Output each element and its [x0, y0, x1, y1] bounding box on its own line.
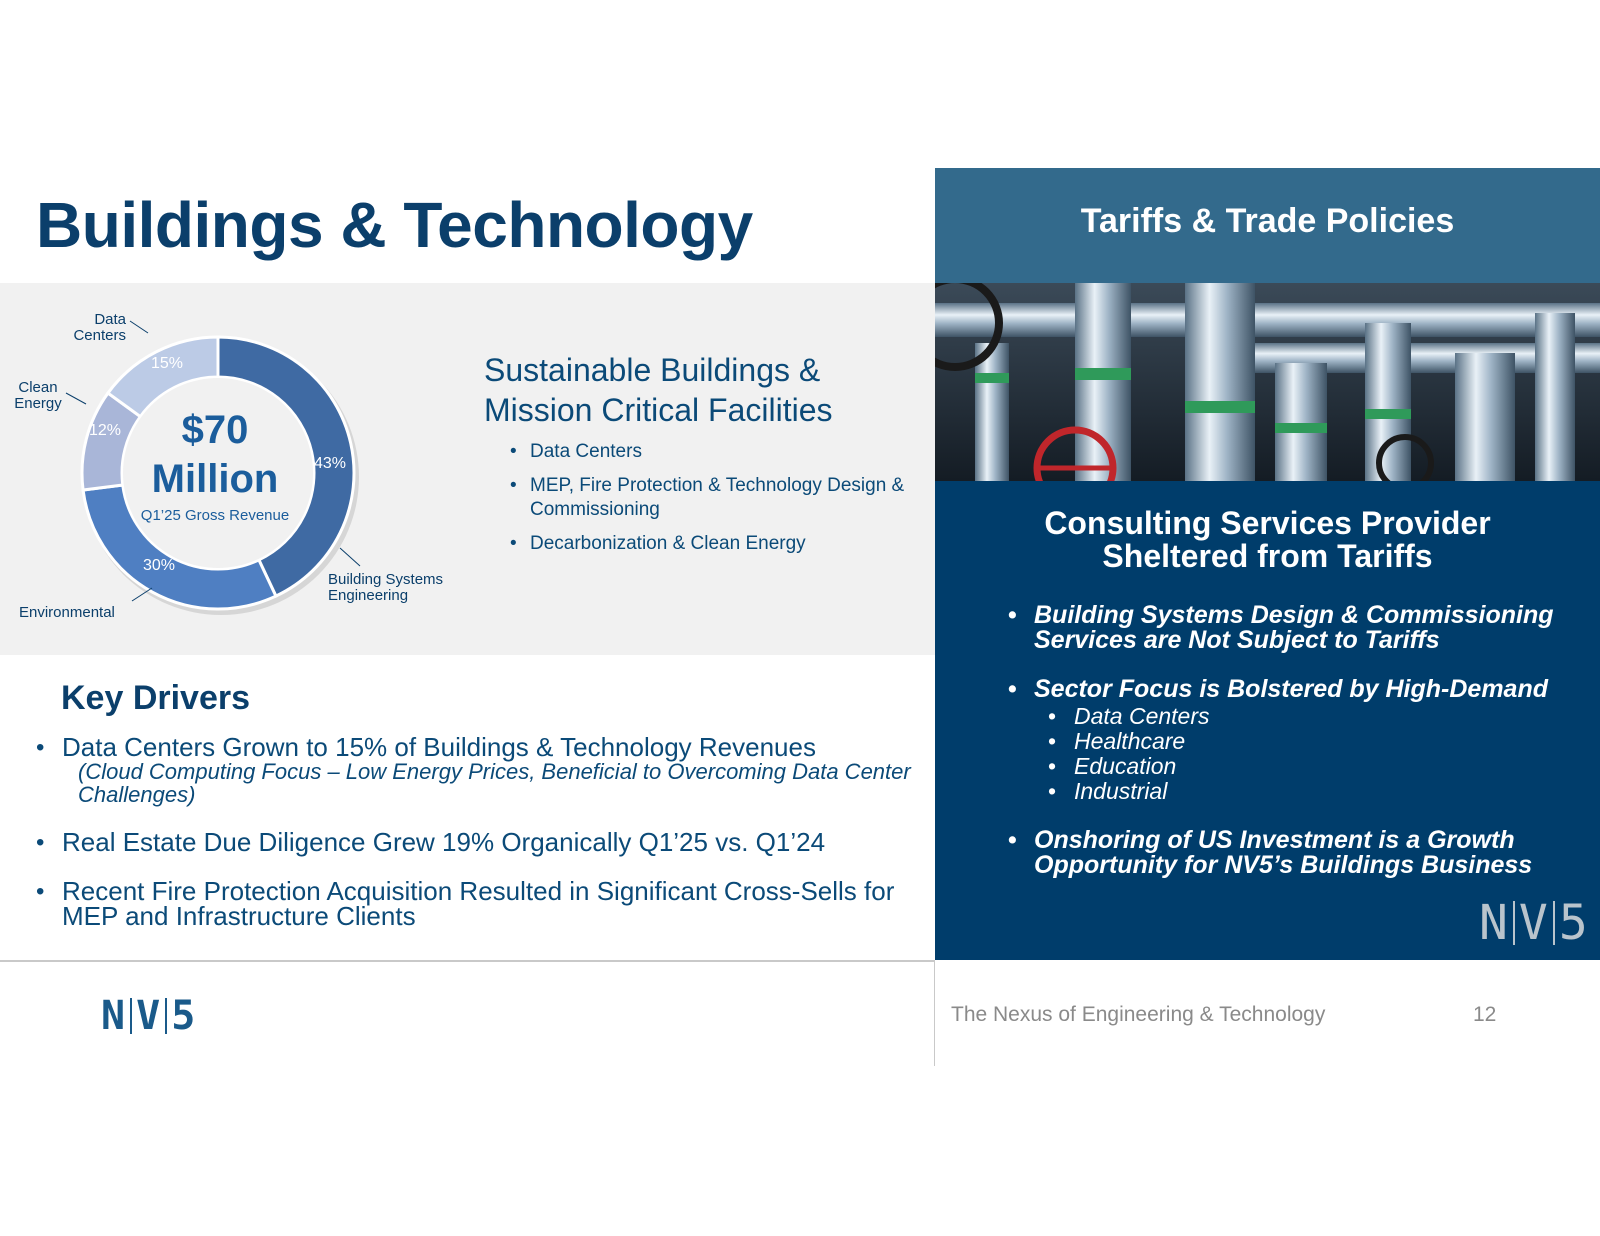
footer-tagline: The Nexus of Engineering & Technology	[951, 1003, 1326, 1026]
list-item: • Recent Fire Protection Acquisition Resulted in Significant Cross-Sells for MEP and Infrastructure Clients	[36, 879, 916, 929]
revenue-amount: $70	[181, 408, 249, 452]
industrial-pipes-photo	[935, 283, 1600, 481]
key-drivers-list	[36, 732, 916, 953]
key-drivers-heading: Key Drivers	[61, 679, 251, 717]
slice-label-data-centers: Data Centers	[73, 311, 126, 344]
pct-label-clean-energy: 12%	[89, 422, 122, 439]
list-item: • Onshoring of US Investment is a Growth Opportunity for NV5’s Buildings Business	[1008, 828, 1588, 878]
list-item: • Education	[1034, 754, 1588, 779]
page-number: 12	[1473, 1003, 1497, 1026]
sustainable-buildings-list	[510, 440, 910, 566]
tariffs-list	[1008, 603, 1588, 902]
footer-vertical-divider	[934, 960, 935, 1066]
slice-label-clean-energy: Clean Energy	[14, 379, 62, 412]
revenue-caption: Q1’25 Gross Revenue	[140, 507, 290, 524]
tariffs-panel-title: Consulting Services Provider Sheltered from Tariffs	[1044, 505, 1491, 574]
leader-line-building-systems	[340, 548, 360, 566]
revenue-donut-chart	[0, 283, 480, 655]
pct-label-environmental: 30%	[143, 557, 176, 574]
leader-line-data-centers	[130, 321, 148, 333]
nv5-watermark-logo: N V 5	[1479, 895, 1589, 951]
key-driver-note: (Cloud Computing Focus – Low Energy Prices, Beneficial to Overcoming Data Center Challenges)	[78, 759, 911, 807]
sustainable-buildings-heading: Sustainable Buildings & Mission Critical Facilities	[484, 352, 833, 428]
pct-label-building-systems: 43%	[314, 455, 347, 472]
list-item: • Real Estate Due Diligence Grew 19% Organically Q1’25 vs. Q1’24	[36, 830, 916, 855]
leader-line-clean-energy	[66, 393, 86, 404]
list-item: • Decarbonization & Clean Energy	[510, 532, 910, 556]
list-item: • Healthcare	[1034, 729, 1588, 754]
nv5-footer-logo: N V 5	[101, 993, 197, 1039]
list-item: • Data Centers Grown to 15% of Buildings & Technology Revenues (Cloud Computing Focus – Low Energy Prices, Beneficial to Overcoming Data Center Challenges)	[36, 735, 916, 806]
slice-label-environmental: Environmental	[19, 604, 115, 621]
list-item: • Sector Focus is Bolstered by High-Demand • Data Centers • Healthcare • Education • Industrial	[1008, 677, 1588, 804]
list-item: • MEP, Fire Protection & Technology Design & Commissioning	[510, 474, 910, 522]
list-item: • Data Centers	[1034, 704, 1588, 729]
tariffs-heading: Tariffs & Trade Policies	[1080, 202, 1455, 240]
pct-label-data-centers: 15%	[151, 355, 184, 372]
revenue-unit: Million	[151, 457, 279, 501]
list-item: • Building Systems Design & Commissioning Services are Not Subject to Tariffs	[1008, 603, 1588, 653]
list-item: • Data Centers	[510, 440, 910, 464]
footer-divider	[0, 960, 935, 962]
slice-label-building-systems: Building Systems Engineering	[328, 571, 444, 604]
list-item: • Industrial	[1034, 779, 1588, 804]
sector-list	[1034, 704, 1588, 804]
page-title: Buildings & Technology	[36, 189, 753, 261]
